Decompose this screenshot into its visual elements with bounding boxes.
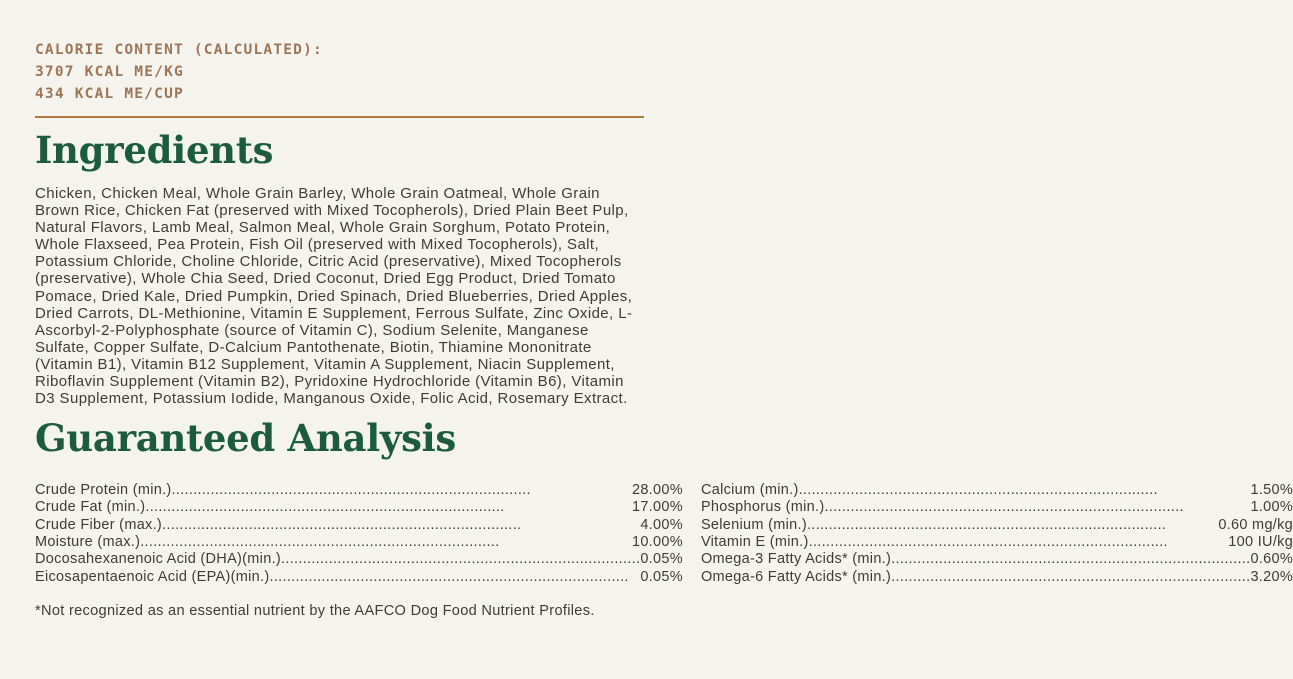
- dot-leader: [281, 551, 640, 568]
- analysis-label: Omega-6 Fatty Acids* (min.): [700, 568, 892, 585]
- dot-leader: [140, 534, 632, 551]
- analysis-value: 4.00%: [640, 516, 683, 533]
- calorie-content-title: CALORIE CONTENT (CALCULATED):: [35, 42, 323, 58]
- dot-leader: [807, 517, 1218, 534]
- analysis-row: [35, 534, 683, 551]
- dot-leader: [809, 534, 1229, 551]
- dot-leader: [145, 499, 632, 516]
- analysis-value: 1.00%: [1250, 499, 1293, 516]
- guaranteed-analysis-heading: Guaranteed Analysis: [35, 416, 456, 461]
- analysis-row: [701, 482, 1293, 499]
- analysis-row: [701, 517, 1293, 534]
- analysis-value: 0.05%: [640, 551, 683, 568]
- dot-leader: [269, 569, 640, 586]
- dot-leader: [162, 517, 640, 534]
- analysis-column-left: [35, 482, 683, 586]
- analysis-row: [701, 551, 1293, 568]
- analysis-row: [701, 499, 1293, 516]
- analysis-value: 0.60%: [1250, 551, 1293, 568]
- calorie-kcal-per-kg: 3707 KCAL ME/KG: [35, 64, 184, 80]
- analysis-label: Docosahexanenoic Acid (DHA)(min.): [35, 551, 282, 568]
- analysis-value: 17.00%: [631, 499, 683, 516]
- guaranteed-analysis-section: [35, 416, 1293, 620]
- analysis-label: Crude Fiber (max.): [35, 516, 163, 533]
- dot-leader: [799, 482, 1251, 499]
- analysis-label: Moisture (max.): [35, 534, 141, 551]
- analysis-value: 28.00%: [631, 482, 683, 499]
- analysis-row: [35, 569, 683, 586]
- analysis-value: 1.50%: [1250, 482, 1293, 499]
- dot-leader: [825, 499, 1251, 516]
- analysis-row: [701, 534, 1293, 551]
- analysis-label: Omega-3 Fatty Acids* (min.): [700, 551, 892, 568]
- analysis-value: 0.05%: [640, 568, 683, 585]
- analysis-label: Crude Fat (min.): [35, 499, 146, 516]
- analysis-row: [35, 517, 683, 534]
- analysis-value: 0.60 mg/kg: [1218, 516, 1293, 533]
- dot-leader: [891, 569, 1250, 586]
- analysis-label: Selenium (min.): [700, 516, 807, 533]
- analysis-value: 3.20%: [1250, 568, 1293, 585]
- ingredients-section: [35, 128, 644, 408]
- dot-leader: [891, 551, 1250, 568]
- analysis-label: Crude Protein (min.): [35, 482, 172, 499]
- aafco-footnote: *Not recognized as an essential nutrient by the AAFCO Dog Food Nutrient Profiles.: [35, 602, 595, 619]
- ingredients-text: Chicken, Chicken Meal, Whole Grain Barley, Whole Grain Oatmeal, Whole Grain Brown Rice, Chicken Fat (preserved with Mixed Tocopherols), Dried Plain Beet Pulp, Natural Flavors, Lamb Meal, Salmon Meal, Whole Grain Sorghum, Potato Protein, Whole Flaxseed, Pea Protein, Fish Oil (preserved with Mixed Tocopherols), Salt, Potassium Chloride, Choline Chloride, Citric Acid (preservative), Mixed Tocopherols (preservative), Whole Chia Seed, Dried Coconut, Dried Egg Product, Dried Tomato Pomace, Dried Kale, Dried Pumpkin, Dried Spinach, Dried Blueberries, Dried Apples, Dried Carrots, DL-Methionine, Vitamin E Supplement, Ferrous Sulfate, Zinc Oxide, L-Ascorbyl-2-Polyphosphate (source of Vitamin C), Sodium Selenite, Manganese Sulfate, Copper Sulfate, D-Calcium Pantothenate, Biotin, Thiamine Mononitrate (Vitamin B1), Vitamin B12 Supplement, Vitamin A Supplement, Niacin Supplement, Riboflavin Supplement (Vitamin B2), Pyridoxine Hydrochloride (Vitamin B6), Vitamin D3 Supplement, Potassium Iodide, Manganous Oxide, Folic Acid, Rosemary Extract.: [35, 184, 633, 408]
- analysis-row: [35, 499, 683, 516]
- analysis-row: [35, 551, 683, 568]
- analysis-label: Phosphorus (min.): [700, 499, 825, 516]
- calorie-content-section: [35, 39, 644, 105]
- analysis-value: 100 IU/kg: [1228, 534, 1293, 551]
- section-divider: [35, 116, 644, 118]
- analysis-label: Eicosapentaenoic Acid (EPA)(min.): [35, 568, 270, 585]
- analysis-columns: [35, 482, 1293, 586]
- analysis-column-right: [701, 482, 1293, 586]
- calorie-kcal-per-cup: 434 KCAL ME/CUP: [35, 86, 184, 102]
- analysis-label: Vitamin E (min.): [700, 534, 809, 551]
- ingredients-heading: Ingredients: [35, 128, 274, 172]
- analysis-row: [35, 482, 683, 499]
- analysis-value: 10.00%: [631, 534, 683, 551]
- analysis-row: [701, 569, 1293, 586]
- analysis-label: Calcium (min.): [700, 482, 799, 499]
- dot-leader: [172, 482, 632, 499]
